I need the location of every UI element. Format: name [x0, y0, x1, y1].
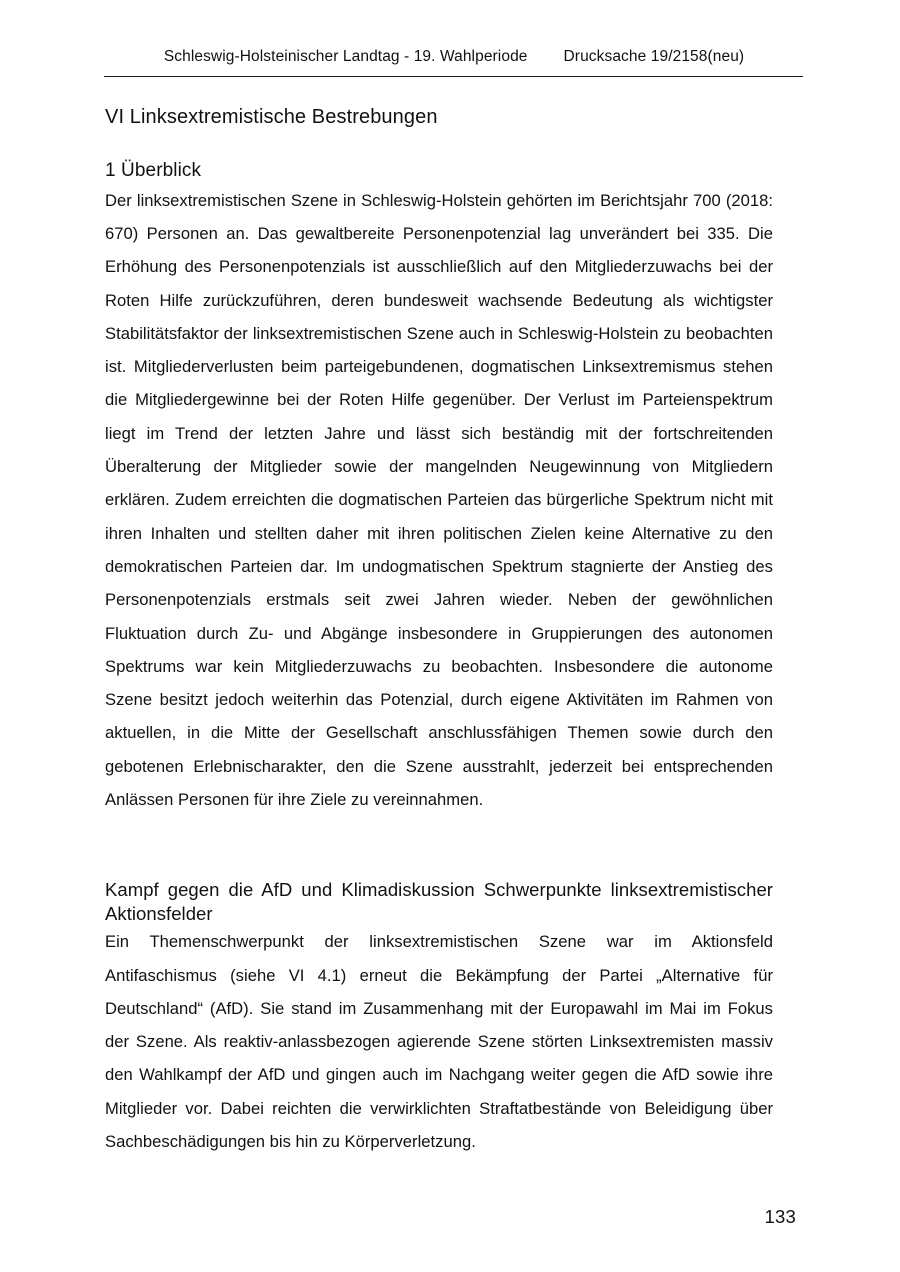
page-number: 133 [764, 1205, 796, 1227]
subsection-afd [105, 878, 773, 1158]
chapter-title: VI Linksextremistische Bestrebungen [105, 106, 438, 128]
paragraph-overview: Der linksextremistischen Szene in Schleswig-Holstein gehörten im Berichtsjahr 700 (2018: 670) Personen an. Das gewaltbereite Personenpotenzial lag unverändert bei 335. Die Erhöhung des Personenpotenzials ist ausschließlich auf den Mitgliederzuwachs bei der Roten Hilfe zurückzuführen, deren bundesweit wachsende Bedeutung als wichtigster Stabilitätsfaktor der linksextremistischen Szene auch in Schleswig-Holstein zu beobachten ist. Mitgliederverlusten beim parteigebundenen, dogmatischen Linksextremismus stehen die Mitgliedergewinne bei der Roten Hilfe gegenüber. Der Verlust im Parteienspektrum liegt im Trend der letzten Jahre und lässt sich beständig mit der fortschreitenden Überalterung der Mitglieder sowie der mangelnden Neugewinnung von Mitgliedern erklären. Zudem erreichten die dogmatischen Parteien das bürgerliche Spektrum nicht mit ihren Inhalten und stellten daher mit ihren politischen Zielen keine Alternative zu den demokratischen Parteien dar. Im undogmatischen Spektrum stagnierte der Anstieg des Personenpotenzials erstmals seit zwei Jahren wieder. Neben der gewöhnlichen Fluktuation durch Zu- und Abgänge insbesondere in Gruppierungen des autonomen Spektrums war kein Mitgliederzuwachs zu beobachten. Insbesondere die autonome Szene besitzt jedoch weiterhin das Potenzial, durch eigene Aktivitäten im Rahmen von aktuellen, in die Mitte der Gesellschaft anschlussfähigen Themen sowie durch den gebotenen Erlebnischarakter, den die Szene ausstrahlt, jederzeit bei entsprechenden Anlässen Personen für ihre Ziele zu vereinnahmen. [105, 190, 773, 810]
running-head [104, 48, 804, 72]
header-divider-rule [104, 76, 803, 77]
paragraph-afd: Ein Themenschwerpunkt der linksextremistischen Szene war im Aktionsfeld Antifaschismus (siehe VI 4.1) erneut die Bekämpfung der Partei „Alternative für Deutschland“ (AfD). Sie stand im Zusammenhang mit der Europawahl im Mai im Fokus der Szene. Als reaktiv-anlassbezogen agierende Szene störten Linksextremisten massiv den Wahlkampf der AfD und gingen auch im Nachgang weiter gegen die AfD sowie ihre Mitglieder vor. Dabei reichten die verwirklichten Straftatbestände von Beleidigung über Sachbeschädigungen bis hin zu Körperverletzung. [105, 932, 773, 1152]
text-column [105, 104, 773, 1158]
running-head-left: Schleswig-Holsteinischer Landtag - 19. Wahlperiode [163, 48, 528, 65]
running-head-right: Drucksache 19/2158(neu) [563, 48, 745, 65]
section-heading-afd: Kampf gegen die AfD und Klimadiskussion Schwerpunkte linksextremistischer Aktionsfelder [105, 879, 773, 924]
section-heading-overview: 1 Überblick [105, 160, 202, 181]
